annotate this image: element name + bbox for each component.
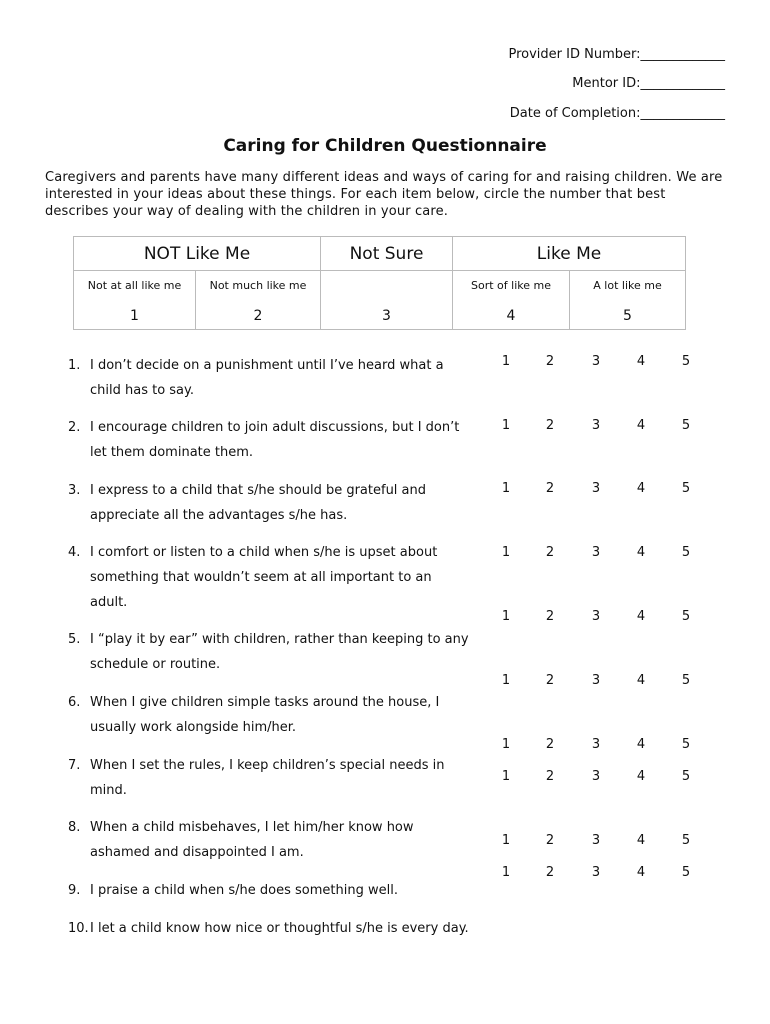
question-6 <box>68 690 473 740</box>
rating-option-1[interactable]: 1 <box>501 545 511 560</box>
completion-date-field[interactable]: Date of Completion:_____________ <box>509 106 725 121</box>
rating-option-1[interactable]: 1 <box>501 737 511 752</box>
question-number: 1. <box>68 358 81 373</box>
scale-cell-1 <box>74 271 196 330</box>
rating-option-2[interactable]: 2 <box>545 865 555 880</box>
question-text: I let a child know how nice or thoughtful s/he is every day. <box>90 921 469 936</box>
question-number: 2. <box>68 420 81 435</box>
rating-option-4[interactable]: 4 <box>636 673 646 688</box>
question-number: 3. <box>68 483 81 498</box>
rating-option-1[interactable]: 1 <box>501 481 511 496</box>
scale-number: 5 <box>623 308 632 324</box>
rating-option-3[interactable]: 3 <box>591 609 601 624</box>
rating-option-3[interactable]: 3 <box>591 673 601 688</box>
scale-cell-3 <box>321 271 453 330</box>
question-number: 7. <box>68 758 81 773</box>
question-7 <box>68 753 473 803</box>
scale-cell-4 <box>453 271 570 330</box>
rating-option-2[interactable]: 2 <box>545 609 555 624</box>
rating-option-3[interactable]: 3 <box>591 418 601 433</box>
question-text: I praise a child when s/he does something well. <box>90 883 398 898</box>
scale-label: Not at all like me <box>87 279 182 292</box>
rating-option-1[interactable]: 1 <box>501 354 511 369</box>
rating-option-1[interactable]: 1 <box>501 609 511 624</box>
scale-group-not-like-me: NOT Like Me <box>74 237 321 271</box>
scale-group-like-me: Like Me <box>453 237 686 271</box>
scale-label: Not much like me <box>209 279 307 292</box>
question-number: 10. <box>68 921 89 936</box>
rating-option-5[interactable]: 5 <box>681 354 691 369</box>
rating-option-1[interactable]: 1 <box>501 769 511 784</box>
instructions: Caregivers and parents have many different ideas and ways of caring for and raising children. We are interested in your ideas about these things. For each item below, circle the number that best describes your way of dealing with the children in your care. <box>45 170 723 219</box>
rating-option-5[interactable]: 5 <box>681 481 691 496</box>
rating-option-5[interactable]: 5 <box>681 673 691 688</box>
question-text: I don’t decide on a punishment until I’ve heard what a child has to say. <box>90 358 444 398</box>
rating-option-2[interactable]: 2 <box>545 769 555 784</box>
question-4 <box>68 540 473 615</box>
rating-option-4[interactable]: 4 <box>636 418 646 433</box>
rating-option-5[interactable]: 5 <box>681 833 691 848</box>
rating-option-5[interactable]: 5 <box>681 545 691 560</box>
question-text: When I give children simple tasks around the house, I usually work alongside him/her. <box>90 695 440 735</box>
rating-option-2[interactable]: 2 <box>545 354 555 369</box>
question-text: I “play it by ear” with children, rather than keeping to any schedule or routine. <box>90 632 469 672</box>
rating-option-3[interactable]: 3 <box>591 354 601 369</box>
question-2 <box>68 415 473 465</box>
scale-number: 1 <box>130 308 139 324</box>
rating-option-4[interactable]: 4 <box>636 354 646 369</box>
scale-cell-2 <box>196 271 321 330</box>
rating-option-5[interactable]: 5 <box>681 737 691 752</box>
scale-number: 2 <box>253 308 263 324</box>
rating-option-4[interactable]: 4 <box>636 833 646 848</box>
question-text: I comfort or listen to a child when s/he is upset about something that wouldn’t seem at all important to an adult. <box>90 545 438 610</box>
rating-option-3[interactable]: 3 <box>591 865 601 880</box>
rating-option-2[interactable]: 2 <box>545 481 555 496</box>
rating-option-5[interactable]: 5 <box>681 609 691 624</box>
question-number: 6. <box>68 695 81 710</box>
rating-option-2[interactable]: 2 <box>545 418 555 433</box>
rating-option-5[interactable]: 5 <box>681 769 691 784</box>
rating-row-3 <box>490 481 705 501</box>
scale-label: Sort of like me <box>471 279 551 292</box>
question-text: I encourage children to join adult discussions, but I don’t let them dominate them. <box>90 420 460 460</box>
rating-option-3[interactable]: 3 <box>591 769 601 784</box>
question-5 <box>68 627 473 677</box>
question-number: 8. <box>68 820 81 835</box>
rating-option-3[interactable]: 3 <box>591 737 601 752</box>
rating-option-2[interactable]: 2 <box>545 737 555 752</box>
rating-option-3[interactable]: 3 <box>591 833 601 848</box>
rating-row-1 <box>490 354 705 374</box>
question-number: 5. <box>68 632 81 647</box>
rating-row-6 <box>490 673 705 693</box>
rating-option-4[interactable]: 4 <box>636 737 646 752</box>
question-number: 9. <box>68 883 81 898</box>
page-title: Caring for Children Questionnaire <box>223 136 547 156</box>
rating-option-4[interactable]: 4 <box>636 609 646 624</box>
rating-option-4[interactable]: 4 <box>636 481 646 496</box>
rating-row-9 <box>490 833 705 853</box>
scale-group-not-sure: Not Sure <box>321 237 453 271</box>
question-text: When a child misbehaves, I let him/her know how ashamed and disappointed I am. <box>90 820 414 860</box>
rating-scale-legend <box>73 236 686 330</box>
scale-number: 3 <box>382 308 391 324</box>
rating-option-3[interactable]: 3 <box>591 545 601 560</box>
question-text: I express to a child that s/he should be grateful and appreciate all the advantages s/he has. <box>90 483 427 523</box>
rating-row-5 <box>490 609 705 629</box>
rating-row-2 <box>490 418 705 438</box>
rating-option-1[interactable]: 1 <box>501 673 511 688</box>
rating-option-4[interactable]: 4 <box>636 545 646 560</box>
scale-number: 4 <box>506 308 516 324</box>
scale-label <box>321 279 452 293</box>
rating-option-1[interactable]: 1 <box>501 833 511 848</box>
rating-row-7 <box>490 737 705 757</box>
rating-option-3[interactable]: 3 <box>591 481 601 496</box>
rating-row-8 <box>490 769 705 789</box>
rating-row-4 <box>490 545 705 565</box>
scale-label: A lot like me <box>593 279 662 292</box>
scale-cell-5 <box>570 271 686 330</box>
rating-option-2[interactable]: 2 <box>545 833 555 848</box>
rating-option-1[interactable]: 1 <box>501 418 511 433</box>
question-10 <box>68 916 473 941</box>
question-text: When I set the rules, I keep children’s special needs in mind. <box>90 758 445 798</box>
rating-option-1[interactable]: 1 <box>501 865 511 880</box>
rating-option-4[interactable]: 4 <box>636 865 646 880</box>
rating-option-2[interactable]: 2 <box>545 545 555 560</box>
provider-id-field[interactable]: Provider ID Number:_____________ <box>508 47 725 62</box>
question-3 <box>68 478 473 528</box>
question-1 <box>68 353 473 403</box>
question-9 <box>68 878 473 903</box>
mentor-id-field[interactable]: Mentor ID:_____________ <box>572 76 725 91</box>
rating-option-2[interactable]: 2 <box>545 673 555 688</box>
rating-option-4[interactable]: 4 <box>636 769 646 784</box>
rating-option-5[interactable]: 5 <box>681 865 691 880</box>
rating-row-10 <box>490 865 705 885</box>
rating-option-5[interactable]: 5 <box>681 418 691 433</box>
question-8 <box>68 815 473 865</box>
question-number: 4. <box>68 545 81 560</box>
